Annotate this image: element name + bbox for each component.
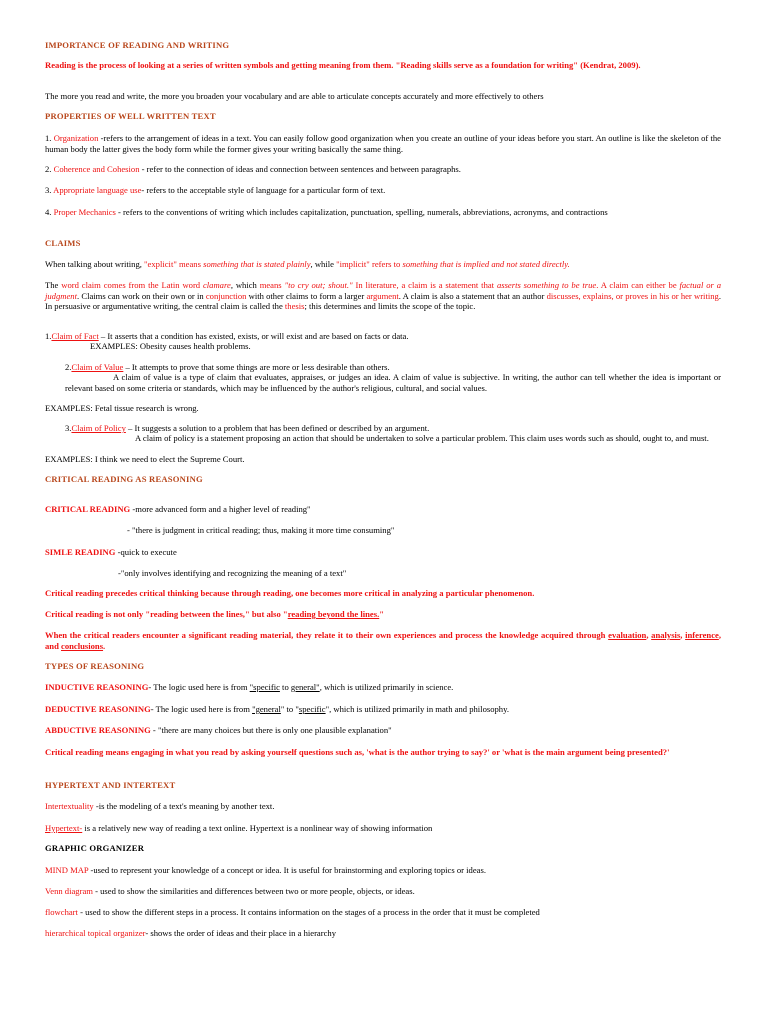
term-hierarchical-organizer: hierarchical topical organizer	[45, 928, 146, 938]
critical-reading-note: - "there is judgment in critical reading; thus, making it more time consuming"	[127, 525, 395, 535]
simple-reading-note: -"only involves identifying and recognizing the meaning of a text"	[118, 568, 347, 578]
definition-text: - refers to the conventions of writing which includes capitalization, punctuation, spelling, numerals, abbreviations, acronyms, and contractions	[115, 207, 608, 217]
term-organization: Organization	[53, 133, 99, 143]
definition-text: -used to represent your knowledge of a concept or idea. It is useful for brainstorming and exploring topics or ideas.	[88, 865, 486, 875]
text-span: ,	[646, 630, 652, 640]
term-claim-of-policy: Claim of Policy	[71, 423, 126, 433]
definition-text: A claim of policy is a statement proposing an action that should be undertaken to solve a particular problem. This claim uses words such as should, ought to, and must.	[135, 433, 709, 443]
claim-of-policy-example: EXAMPLES: I think we need to elect the Supreme Court.	[45, 454, 245, 464]
item-number: 2.	[65, 362, 72, 372]
text-span: "to cry out; shout."	[284, 280, 353, 290]
text-span: The	[45, 280, 62, 290]
text-span: reading beyond the lines.	[287, 609, 380, 619]
term-intertextuality: Intertextuality	[45, 801, 94, 811]
definition-text: - used to show the similarities and differences between two or more people, objects, or ideas.	[92, 886, 415, 896]
definition-text: – It attempts to prove that some things are more or less desirable than others.	[123, 362, 390, 372]
definition-text: - shows the order of ideas and their place in a hierarchy	[145, 928, 337, 938]
item-number: 1.	[45, 133, 54, 143]
term-claim-of-fact: Claim of Fact	[51, 331, 99, 341]
definition-text: is a relatively new way of reading a text online. Hypertext is a nonlinear way of showing information	[82, 823, 433, 833]
text-span: " to "	[280, 704, 299, 714]
text-span: "	[379, 609, 385, 619]
text-span: word claim comes from the Latin word	[61, 280, 203, 290]
heading-properties: PROPERTIES OF WELL WRITTEN TEXT	[45, 111, 216, 121]
paragraph-critical-thinking: Critical reading precedes critical thinking because through reading, one becomes more critical in analyzing a particular phenomenon.	[45, 588, 535, 598]
definition-text: -more advanced form and a higher level of reading"	[130, 504, 311, 514]
text-span: something that is stated plainly	[203, 259, 311, 269]
text-span: conclusions	[61, 640, 104, 651]
text-span: , which is utilized primarily in science.	[319, 682, 454, 692]
paragraph-reading-definition: Reading is the process of looking at a series of written symbols and getting meaning from them. "Reading skills serve as a foundation for writing" (Kendrat, 2009).	[45, 60, 641, 70]
hypertext-definition	[45, 823, 721, 834]
text-span: factual or a judgment	[45, 280, 722, 301]
abductive-reasoning	[45, 725, 721, 736]
property-mechanics	[45, 207, 721, 218]
item-number: 2.	[45, 164, 54, 174]
claim-of-value-example: EXAMPLES: Fetal tissue research is wrong.	[45, 403, 199, 413]
text-span: thesis	[284, 301, 305, 312]
text-span: , while	[310, 259, 337, 269]
intertextuality-definition	[45, 801, 721, 812]
property-coherence	[45, 164, 721, 175]
term-abductive: ABDUCTIVE REASONING	[45, 725, 151, 735]
text-span: something that is implied and not stated directly.	[402, 259, 570, 269]
hierarchical-organizer-definition	[45, 928, 721, 939]
item-number: 4.	[45, 207, 54, 217]
term-claim-of-value: Claim of Value	[71, 362, 124, 372]
mind-map-definition	[45, 865, 721, 876]
property-language-use	[45, 185, 721, 196]
paragraph-broaden-vocabulary: The more you read and write, the more you broaden your vocabulary and are able to articulate concepts accurately and more effectively to others	[45, 91, 544, 101]
item-number: 1.	[45, 331, 52, 341]
text-span: evaluation	[608, 630, 647, 640]
indent	[65, 372, 113, 382]
definition-text: - refer to the connection of ideas and connection between sentences and between paragraphs.	[139, 164, 461, 174]
paragraph-beyond-the-lines	[45, 609, 721, 620]
claim-of-fact	[45, 331, 721, 342]
text-span: general"	[290, 682, 320, 692]
definition-text: - used to show the different steps in a process. It contains information on the stages of a process in the order that it must be completed	[77, 907, 540, 917]
paragraph-claim-definition	[45, 280, 721, 312]
claim-of-policy-description	[90, 433, 721, 444]
text-span: "explicit" means	[144, 259, 204, 269]
text-span: asserts something to be true	[496, 280, 597, 290]
claim-of-policy	[45, 423, 721, 434]
text-span: - The logic used here is from	[150, 704, 253, 714]
text-span: When the critical readers encounter a significant reading material, they relate it to their own experiences and process the knowledge acquired through	[45, 630, 609, 640]
claim-of-value-description	[65, 372, 721, 393]
text-span: ,	[680, 630, 686, 640]
text-span: . A claim can either be	[596, 280, 680, 290]
text-span: means	[259, 280, 285, 290]
simple-reading-definition	[45, 547, 721, 558]
text-span: . In persuasive or argumentative writing, the central claim is called the	[45, 290, 721, 312]
claim-of-fact-example: EXAMPLES: Obesity causes health problems.	[90, 341, 251, 351]
heading-importance: IMPORTANCE OF READING AND WRITING	[45, 40, 230, 50]
text-span: argument	[366, 290, 399, 301]
indent	[90, 433, 135, 443]
paragraph-engaging-questions: Critical reading means engaging in what you read by asking yourself questions such as, 'what is the author trying to say?' or 'what is the main argument being presented?'	[45, 747, 670, 757]
text-span: "implicit" refers to	[336, 259, 403, 269]
definition-text: -quick to execute	[115, 547, 177, 557]
text-span: "general	[252, 704, 281, 714]
text-span: "specific	[249, 682, 280, 692]
text-span: inference	[685, 630, 719, 640]
text-span: clamare	[202, 280, 231, 290]
term-critical-reading: CRITICAL READING	[45, 504, 131, 514]
text-span: In literature, a claim is a statement that	[352, 280, 497, 290]
term-simple-reading: SIMLE READING	[45, 547, 116, 557]
term-hypertext: Hypertext-	[45, 823, 83, 833]
heading-types-of-reasoning: TYPES OF REASONING	[45, 661, 145, 671]
deductive-reasoning	[45, 704, 721, 715]
heading-claims: CLAIMS	[45, 238, 81, 248]
text-span: , which	[230, 280, 260, 290]
definition-text: - "there are many choices but there is only one plausible explanation"	[150, 725, 392, 735]
critical-reading-definition	[45, 504, 721, 515]
flowchart-definition	[45, 907, 721, 918]
text-span: ", which is utilized primarily in math and philosophy.	[325, 704, 509, 714]
venn-diagram-definition	[45, 886, 721, 897]
text-span: ; this determines and limits the scope of the topic.	[304, 301, 476, 312]
property-organization	[45, 133, 721, 154]
text-span: - The logic used here is from	[148, 682, 250, 692]
heading-graphic-organizer: GRAPHIC ORGANIZER	[45, 843, 145, 853]
text-span: conjunction	[205, 290, 247, 301]
text-span: When talking about writing,	[45, 259, 145, 269]
term-venn-diagram: Venn diagram	[45, 886, 93, 896]
text-span: Critical reading is not only "reading between the lines," but also "	[45, 609, 288, 619]
item-number: 3.	[65, 423, 72, 433]
text-span: with other claims to form a larger	[246, 290, 367, 301]
term-mechanics: Proper Mechanics	[53, 207, 116, 217]
definition-text: – It asserts that a condition has existed, exists, or will exist and are based on facts or data.	[98, 331, 409, 341]
definition-text: - refers to the acceptable style of language for a particular form of text.	[141, 185, 386, 195]
claim-of-value	[45, 362, 721, 373]
paragraph-critical-readers	[45, 630, 721, 651]
heading-critical-reading: CRITICAL READING AS REASONING	[45, 474, 203, 484]
text-span: , and	[45, 630, 721, 651]
paragraph-explicit-implicit	[45, 259, 721, 270]
term-language-use: Appropriate language use	[53, 185, 142, 195]
term-mind-map: MIND MAP	[45, 865, 89, 875]
text-span: . A claim is also a statement that an author	[398, 290, 547, 301]
term-flowchart: flowchart	[45, 907, 78, 917]
text-span: to	[279, 682, 291, 692]
heading-hypertext-intertext: HYPERTEXT AND INTERTEXT	[45, 780, 176, 790]
text-span: discusses, explains, or proves in his or her writing	[546, 290, 719, 301]
inductive-reasoning	[45, 682, 721, 693]
text-span: . Claims can work on their own or in	[76, 290, 206, 301]
definition-text: A claim of value is a type of claim that evaluates, appraises, or judges an idea. A claim of value is subjective. In writing, the author can tell whether the idea is important or relevant based on some criteria or standards, which may be influenced by the author's religious, cultural, and social values.	[65, 372, 721, 393]
text-span: .	[103, 640, 106, 651]
text-span: analysis	[651, 630, 681, 640]
definition-text: -is the modeling of a text's meaning by another text.	[93, 801, 275, 811]
term-inductive: INDUCTIVE REASONING	[45, 682, 149, 692]
item-number: 3.	[45, 185, 54, 195]
definition-text: -refers to the arrangement of ideas in a text. You can easily follow good organization when you create an outline of your ideas before you start. An outline is like the skeleton of the human body the latter gives the body form while the former gives your writing basically the same thing.	[45, 133, 722, 154]
term-deductive: DEDUCTIVE REASONING	[45, 704, 151, 714]
definition-text: – It suggests a solution to a problem that has been defined or described by an argument.	[125, 423, 430, 433]
term-coherence: Coherence and Cohesion	[53, 164, 140, 174]
text-span: specific	[298, 704, 326, 714]
